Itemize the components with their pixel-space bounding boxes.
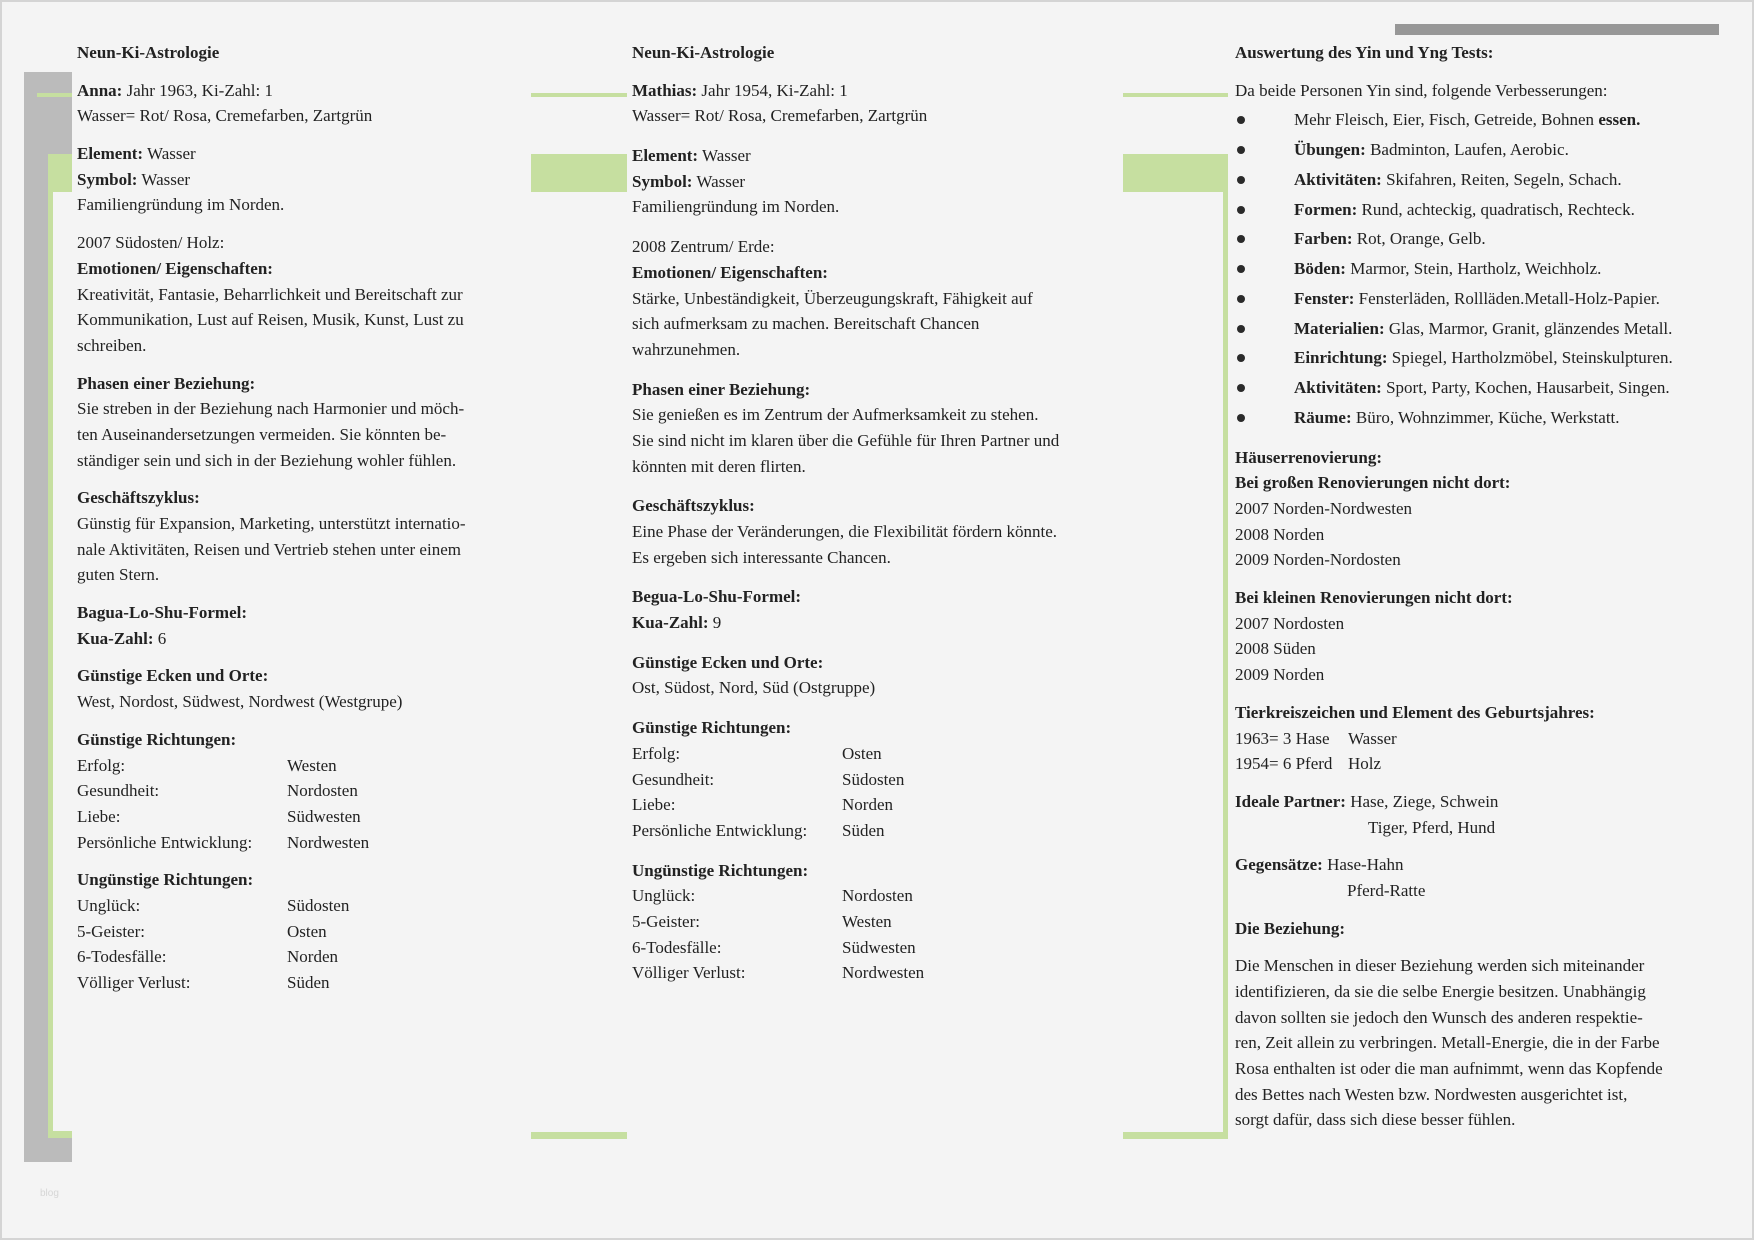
column-title bbox=[1235, 40, 1673, 66]
business-line: guten Stern. bbox=[77, 565, 160, 585]
person-name: Mathias: bbox=[632, 80, 698, 100]
relationship-line: Die Menschen in dieser Beziehung werden sich miteinander bbox=[1235, 956, 1645, 976]
renovation-line: 2009 Norden bbox=[1235, 665, 1325, 685]
heading-text: Ungünstige Richtungen: bbox=[632, 860, 809, 880]
direction-value: Südwesten bbox=[842, 937, 916, 957]
renovation-line: 2007 Nordosten bbox=[1235, 613, 1345, 633]
heading-text: Geschäftszyklus: bbox=[77, 488, 200, 508]
relationship-line: davon sollten sie jedoch den Wunsch des anderen respektie- bbox=[1235, 1007, 1643, 1027]
relationship-heading bbox=[1235, 916, 1673, 942]
list-item bbox=[1235, 284, 1673, 314]
item-label: Einrichtung: bbox=[1294, 348, 1388, 368]
direction-row bbox=[77, 919, 466, 945]
renovation-heading bbox=[1235, 445, 1673, 471]
mid-green-line bbox=[531, 93, 627, 97]
heading-text: Geschäftszyklus: bbox=[632, 496, 755, 516]
person-colors: Wasser= Rot/ Rosa, Cremefarben, Zartgrün bbox=[632, 106, 928, 126]
emotions-line: Kommunikation, Lust auf Reisen, Musik, Kunst, Lust zu bbox=[77, 310, 464, 330]
header-bar bbox=[1395, 24, 1719, 35]
phases-block bbox=[632, 377, 1059, 480]
direction-label: Liebe: bbox=[77, 806, 121, 826]
mid-green-block bbox=[531, 154, 627, 192]
list-item bbox=[1235, 314, 1673, 344]
heading-text: Günstige Ecken und Orte: bbox=[77, 666, 269, 686]
direction-row bbox=[77, 893, 466, 919]
formula-heading bbox=[632, 584, 1059, 610]
list-item bbox=[1235, 254, 1673, 284]
list-item bbox=[1235, 343, 1673, 373]
heading-text: Emotionen/ Eigenschaften: bbox=[77, 258, 273, 278]
direction-label: Unglück: bbox=[632, 886, 696, 906]
direction-row bbox=[77, 753, 466, 779]
item-label: Übungen: bbox=[1294, 140, 1366, 160]
phases-line: Sie genießen es im Zentrum der Aufmerksamkeit zu stehen. bbox=[632, 405, 1039, 425]
emotions-line: wahrzunehmen. bbox=[632, 339, 741, 359]
zodiac-row bbox=[1235, 751, 1673, 777]
direction-row bbox=[632, 960, 1059, 986]
phases-line: könnten mit deren flirten. bbox=[632, 456, 806, 476]
column-anna bbox=[77, 40, 466, 996]
symbol-line bbox=[77, 167, 466, 193]
zodiac-sign: 1963= 3 Hase bbox=[1235, 728, 1330, 748]
emotions-line: sich aufmerksam zu machen. Bereitschaft Chancen bbox=[632, 314, 980, 334]
improvements-list bbox=[1235, 105, 1673, 432]
phases-line: Sie sind nicht im klaren über die Gefühle für Ihren Partner und bbox=[632, 430, 1060, 450]
item-label: Farben: bbox=[1294, 229, 1353, 249]
person-block bbox=[77, 78, 466, 129]
direction-label: Persönliche Entwicklung: bbox=[77, 832, 253, 852]
heading-text: Häuserrenovierung: bbox=[1235, 447, 1383, 467]
zodiac-element: Holz bbox=[1348, 754, 1382, 774]
bullet-icon bbox=[1237, 146, 1245, 154]
emotions-line: Stärke, Unbeständigkeit, Überzeugungskraft, Fähigkeit auf bbox=[632, 288, 1033, 308]
phases-line: ten Auseinandersetzungen vermeiden. Sie könnten be- bbox=[77, 424, 447, 444]
element-line bbox=[632, 143, 1059, 169]
intro-line: Da beide Personen Yin sind, folgende Verbesserungen: bbox=[1235, 80, 1608, 100]
small-renovation-block bbox=[1235, 585, 1673, 688]
emotions-block bbox=[77, 230, 466, 358]
direction-value: Nordosten bbox=[287, 781, 358, 801]
emotions-line: schreiben. bbox=[77, 335, 147, 355]
phases-heading bbox=[632, 377, 1059, 403]
direction-row bbox=[77, 830, 466, 856]
renovation-line: 2007 Norden-Nordwesten bbox=[1235, 499, 1413, 518]
bullet-icon bbox=[1237, 206, 1245, 214]
item-value: Sport, Party, Kochen, Hausarbeit, Singen. bbox=[1381, 378, 1670, 398]
emotions-heading bbox=[632, 260, 1059, 286]
renovation-line: 2009 Norden-Nordosten bbox=[1235, 550, 1401, 570]
item-label: Böden: bbox=[1294, 259, 1346, 279]
item-value: Skifahren, Reiten, Segeln, Schach. bbox=[1381, 169, 1622, 189]
relationship-line: Rosa enthalten ist oder die man aufnimmt, wenn das Kopfende bbox=[1235, 1059, 1663, 1079]
corners-value: Ost, Südost, Nord, Süd (Ostgruppe) bbox=[632, 678, 876, 698]
emotions-block bbox=[632, 234, 1059, 362]
direction-value: Süden bbox=[287, 973, 330, 992]
direction-row bbox=[77, 944, 466, 970]
direction-row bbox=[632, 767, 1059, 793]
relationship-line: des Bettes nach Westen bzw. Nordwesten ausgerichtet ist, bbox=[1235, 1084, 1628, 1104]
item-value: Rund, achteckig, quadratisch, Rechteck. bbox=[1357, 199, 1635, 219]
list-item bbox=[1235, 373, 1673, 403]
item-label: Aktivitäten: bbox=[1294, 169, 1382, 189]
item-value: Spiegel, Hartholzmöbel, Steinskulpturen. bbox=[1387, 348, 1673, 368]
item-label: Fenster: bbox=[1294, 288, 1355, 308]
column-evaluation bbox=[1235, 40, 1673, 1133]
right-green-line bbox=[1123, 93, 1228, 97]
opposites-value: Hase-Hahn bbox=[1322, 855, 1404, 875]
relationship-line: ren, Zeit allein zu verbringen. Metall-Energie, die in der Farbe bbox=[1235, 1033, 1660, 1053]
item-label: Materialien: bbox=[1294, 318, 1385, 338]
bullet-icon bbox=[1237, 354, 1245, 362]
partners-line-2: Tiger, Pferd, Hund bbox=[1368, 817, 1496, 837]
direction-row bbox=[77, 970, 466, 996]
opposites-line-2: Pferd-Ratte bbox=[1347, 880, 1426, 900]
title-text: Neun-Ki-Astrologie bbox=[77, 43, 220, 62]
direction-row bbox=[632, 741, 1059, 767]
direction-value: Osten bbox=[842, 743, 882, 763]
symbol-label: Symbol: bbox=[632, 171, 693, 191]
column-title bbox=[632, 40, 1059, 66]
symbol-value: Wasser bbox=[141, 169, 191, 189]
element-block bbox=[77, 141, 466, 218]
good-directions-block bbox=[632, 715, 1059, 843]
direction-label: 5-Geister: bbox=[632, 911, 700, 931]
heading-text: Bei kleinen Renovierungen nicht dort: bbox=[1235, 588, 1513, 608]
heading-text: Günstige Ecken und Orte: bbox=[632, 652, 824, 672]
renovation-block bbox=[1235, 445, 1673, 573]
zodiac-row bbox=[1235, 726, 1673, 752]
formula-heading bbox=[77, 600, 466, 626]
direction-row bbox=[632, 883, 1059, 909]
person-info: Jahr 1954, Ki-Zahl: 1 bbox=[701, 80, 848, 100]
person-colors: Wasser= Rot/ Rosa, Cremefarben, Zartgrün bbox=[77, 106, 373, 126]
corners-value: West, Nordost, Südwest, Nordwest (Westgrupe) bbox=[77, 692, 403, 712]
direction-value: Osten bbox=[287, 921, 327, 941]
bullet-icon bbox=[1237, 325, 1245, 333]
phases-line: ständiger sein und sich in der Beziehung wohler fühlen. bbox=[77, 450, 457, 470]
zodiac-heading bbox=[1235, 700, 1673, 726]
item-label: Aktivitäten: bbox=[1294, 378, 1382, 398]
direction-value: Westen bbox=[842, 911, 892, 931]
heading-text: Phasen einer Beziehung: bbox=[77, 373, 256, 393]
list-item bbox=[1235, 195, 1673, 225]
kua-line bbox=[77, 626, 466, 652]
item-suffix: essen. bbox=[1598, 110, 1641, 130]
heading-text: Phasen einer Beziehung: bbox=[632, 379, 811, 399]
year-line: 2007 Südosten/ Holz: bbox=[77, 233, 225, 253]
direction-row bbox=[632, 792, 1059, 818]
family-line: Familiengründung im Norden. bbox=[77, 195, 285, 215]
direction-label: Völliger Verlust: bbox=[77, 973, 191, 992]
right-green-block bbox=[1123, 154, 1228, 192]
bad-directions-block bbox=[632, 858, 1059, 986]
mid-green-bottom bbox=[531, 1132, 627, 1139]
left-green-line bbox=[37, 93, 72, 97]
zodiac-element: Wasser bbox=[1348, 728, 1397, 748]
direction-row bbox=[632, 818, 1059, 844]
heading-text: Emotionen/ Eigenschaften: bbox=[632, 262, 828, 282]
emotions-heading bbox=[77, 256, 466, 282]
good-directions-block bbox=[77, 727, 466, 855]
business-heading bbox=[77, 485, 466, 511]
bullet-icon bbox=[1237, 384, 1245, 392]
symbol-line bbox=[632, 169, 1059, 195]
direction-value: Nordwesten bbox=[287, 832, 370, 852]
bad-directions-block bbox=[77, 867, 466, 995]
direction-value: Nordosten bbox=[842, 886, 913, 906]
relationship-line: identifizieren, da sie die selbe Energie besitzen. Unabhängig bbox=[1235, 982, 1646, 1001]
bullet-icon bbox=[1237, 235, 1245, 243]
relationship-heading-block bbox=[1235, 916, 1673, 942]
bad-directions-heading bbox=[77, 867, 466, 893]
element-label: Element: bbox=[77, 144, 144, 164]
left-green-bottom bbox=[48, 1131, 72, 1138]
kua-label: Kua-Zahl: bbox=[632, 613, 709, 633]
title-text: Neun-Ki-Astrologie bbox=[632, 43, 775, 62]
person-block bbox=[632, 78, 1059, 129]
column-mathias bbox=[632, 40, 1059, 986]
direction-value: Süden bbox=[842, 820, 885, 840]
direction-value: Westen bbox=[287, 755, 337, 775]
direction-value: Nordwesten bbox=[842, 963, 925, 983]
watermark: blog bbox=[40, 1188, 59, 1199]
direction-label: 6-Todesfälle: bbox=[77, 947, 167, 967]
direction-row bbox=[77, 778, 466, 804]
business-block bbox=[632, 493, 1059, 570]
direction-label: Unglück: bbox=[77, 895, 141, 915]
left-gray-bottom bbox=[48, 1138, 72, 1162]
item-value: Glas, Marmor, Granit, glänzendes Metall. bbox=[1384, 318, 1673, 338]
item-value: Badminton, Laufen, Aerobic. bbox=[1365, 140, 1569, 160]
direction-row bbox=[632, 935, 1059, 961]
business-line: Günstig für Expansion, Marketing, unterstützt internatio- bbox=[77, 514, 466, 533]
partners-block bbox=[1235, 789, 1673, 840]
bad-directions-heading bbox=[632, 858, 1059, 884]
partners-label: Ideale Partner: bbox=[1235, 791, 1346, 811]
opposites-line bbox=[1235, 852, 1673, 878]
element-value: Wasser bbox=[147, 144, 196, 164]
list-item bbox=[1235, 105, 1673, 135]
person-line bbox=[77, 78, 466, 104]
heading-text: Begua-Lo-Shu-Formel: bbox=[632, 587, 802, 607]
kua-value: 6 bbox=[157, 628, 167, 648]
phases-line: Sie streben in der Beziehung nach Harmonier und möch- bbox=[77, 399, 465, 419]
formula-block bbox=[77, 600, 466, 651]
opposites-label: Gegensätze: bbox=[1235, 855, 1323, 875]
opposites-block bbox=[1235, 852, 1673, 903]
corners-heading bbox=[632, 650, 1059, 676]
direction-row bbox=[632, 909, 1059, 935]
direction-value: Südwesten bbox=[287, 806, 361, 826]
zodiac-sign: 1954= 6 Pferd bbox=[1235, 754, 1333, 774]
bullet-icon bbox=[1237, 295, 1245, 303]
element-line bbox=[77, 141, 466, 167]
small-renovation-heading bbox=[1235, 585, 1673, 611]
renovation-line: 2008 Norden bbox=[1235, 524, 1325, 544]
bullet-icon bbox=[1237, 265, 1245, 273]
partners-line bbox=[1235, 789, 1673, 815]
emotions-line: Kreativität, Fantasie, Beharrlichkeit und Bereitschaft zur bbox=[77, 284, 463, 304]
list-item bbox=[1235, 135, 1673, 165]
left-green-vertical bbox=[48, 154, 53, 1138]
element-block bbox=[632, 143, 1059, 220]
element-value: Wasser bbox=[702, 146, 751, 166]
heading-text: Ungünstige Richtungen: bbox=[77, 870, 254, 890]
phases-block bbox=[77, 371, 466, 474]
item-value: Rot, Orange, Gelb. bbox=[1352, 229, 1486, 249]
kua-value: 9 bbox=[712, 613, 722, 633]
direction-label: 5-Geister: bbox=[77, 921, 145, 941]
item-value: Fensterläden, Rollläden.Metall-Holz-Papier. bbox=[1354, 288, 1660, 308]
symbol-value: Wasser bbox=[696, 171, 746, 191]
heading-text: Günstige Richtungen: bbox=[77, 729, 237, 749]
right-green-bottom bbox=[1123, 1132, 1228, 1139]
column-title bbox=[77, 40, 466, 66]
renovation-line: 2008 Süden bbox=[1235, 639, 1316, 659]
partners-value: Hase, Ziege, Schwein bbox=[1345, 791, 1499, 811]
direction-row bbox=[77, 804, 466, 830]
family-line: Familiengründung im Norden. bbox=[632, 197, 840, 217]
corners-block bbox=[77, 663, 466, 714]
business-line: Eine Phase der Veränderungen, die Flexibilität fördern könnte. bbox=[632, 522, 1058, 541]
person-name: Anna: bbox=[77, 80, 123, 100]
relationship-line: sorgt dafür, dass sich diese besser fühlen. bbox=[1235, 1110, 1516, 1130]
phases-heading bbox=[77, 371, 466, 397]
item-label: Räume: bbox=[1294, 407, 1352, 427]
element-label: Element: bbox=[632, 146, 699, 166]
business-line: Es ergeben sich interessante Chancen. bbox=[632, 547, 891, 567]
heading-text: Bagua-Lo-Shu-Formel: bbox=[77, 603, 247, 623]
direction-value: Norden bbox=[842, 795, 893, 815]
bullet-icon bbox=[1237, 116, 1245, 124]
direction-label: Liebe: bbox=[632, 795, 676, 815]
heading-text: Günstige Richtungen: bbox=[632, 718, 792, 738]
direction-label: Erfolg: bbox=[632, 743, 681, 763]
bullet-icon bbox=[1237, 176, 1245, 184]
direction-label: Völliger Verlust: bbox=[632, 963, 746, 983]
item-value: Büro, Wohnzimmer, Küche, Werkstatt. bbox=[1351, 407, 1620, 427]
formula-block bbox=[632, 584, 1059, 635]
heading-text: Bei großen Renovierungen nicht dort: bbox=[1235, 473, 1511, 493]
item-label: Formen: bbox=[1294, 199, 1358, 219]
right-green-vertical bbox=[1223, 154, 1228, 1138]
symbol-label: Symbol: bbox=[77, 169, 138, 189]
title-text: Auswertung des Yin und Yng Tests: bbox=[1235, 43, 1494, 62]
item-value: Marmor, Stein, Hartholz, Weichholz. bbox=[1345, 259, 1602, 279]
direction-value: Norden bbox=[287, 947, 338, 967]
heading-text: Die Beziehung: bbox=[1235, 918, 1346, 938]
heading-text: Tierkreiszeichen und Element des Geburtsjahres: bbox=[1235, 702, 1595, 722]
list-item bbox=[1235, 165, 1673, 195]
item-value: Mehr Fleisch, Eier, Fisch, Getreide, Bohnen bbox=[1294, 110, 1599, 130]
kua-line bbox=[632, 610, 1059, 636]
corners-block bbox=[632, 650, 1059, 701]
business-heading bbox=[632, 493, 1059, 519]
list-item bbox=[1235, 224, 1673, 254]
big-renovation-heading bbox=[1235, 470, 1673, 496]
direction-label: Gesundheit: bbox=[632, 769, 715, 789]
person-info: Jahr 1963, Ki-Zahl: 1 bbox=[126, 80, 273, 100]
direction-label: Erfolg: bbox=[77, 755, 126, 775]
business-line: nale Aktivitäten, Reisen und Vertrieb stehen unter einem bbox=[77, 539, 461, 559]
direction-label: 6-Todesfälle: bbox=[632, 937, 722, 957]
direction-label: Gesundheit: bbox=[77, 781, 160, 801]
kua-label: Kua-Zahl: bbox=[77, 628, 154, 648]
business-block bbox=[77, 485, 466, 588]
zodiac-block bbox=[1235, 700, 1673, 777]
good-directions-heading bbox=[632, 715, 1059, 741]
bullet-icon bbox=[1237, 414, 1245, 422]
direction-value: Südosten bbox=[287, 895, 350, 915]
list-item bbox=[1235, 403, 1673, 433]
year-line: 2008 Zentrum/ Erde: bbox=[632, 237, 775, 257]
good-directions-heading bbox=[77, 727, 466, 753]
corners-heading bbox=[77, 663, 466, 689]
direction-label: Persönliche Entwicklung: bbox=[632, 820, 808, 840]
direction-value: Südosten bbox=[842, 769, 905, 789]
person-line bbox=[632, 78, 1059, 104]
relationship-text bbox=[1235, 953, 1673, 1133]
